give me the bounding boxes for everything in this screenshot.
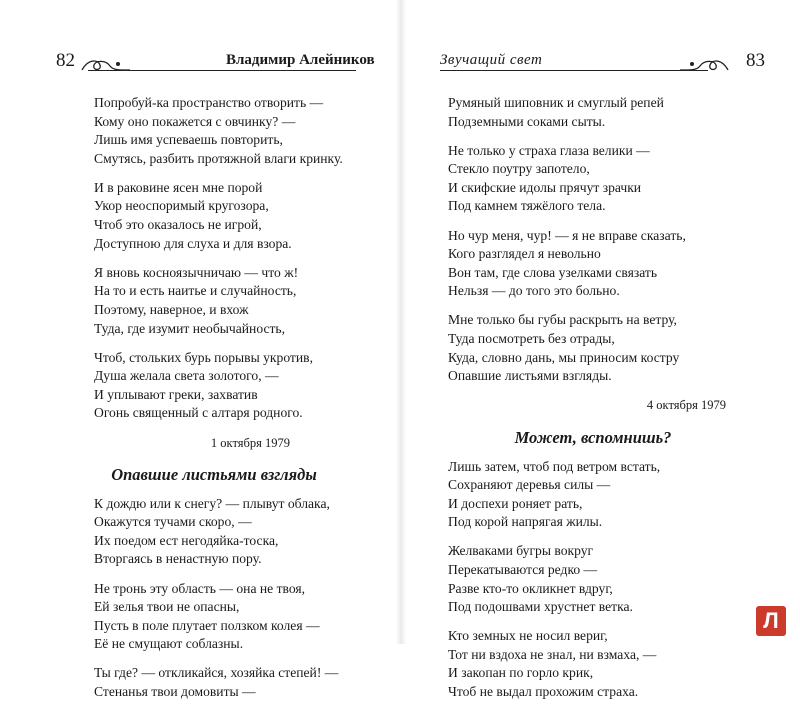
stanza xyxy=(94,264,364,338)
verse-line: Разве кто-то окликнет вдруг, xyxy=(448,580,613,596)
header-rule-right xyxy=(440,70,708,71)
stanza xyxy=(94,495,364,569)
verse-line: Чтоб не выдал прохожим страха. xyxy=(448,684,639,700)
poem-continued-right xyxy=(448,94,748,386)
stanza xyxy=(94,349,364,423)
verse-line: Вон там, где слова узелками связать xyxy=(448,264,658,280)
verse-line: Попробуй-ка пространство отворить — xyxy=(94,95,324,110)
poem-continued xyxy=(94,94,364,423)
stanza xyxy=(94,580,364,654)
verse-line: Поэтому, наверное, и вхож xyxy=(94,301,249,317)
verse-line: И уплывают греки, захватив xyxy=(94,386,258,402)
poem-body-right xyxy=(448,458,748,702)
verse-line: Стенанья твои домовиты — xyxy=(94,684,256,700)
verse-line: Ей зелья твои не опасны, xyxy=(94,599,240,615)
verse-line: Желваками бугры вокруг xyxy=(448,543,594,559)
verse-line: Ты где? — откликайся, хозяйка степей! — xyxy=(94,665,339,681)
verse-line: Тот ни вздоха не знал, ни взмаха, — xyxy=(448,646,657,662)
verse-line: Кто земных не носил вериг, xyxy=(448,628,608,644)
left-page-text xyxy=(94,94,364,712)
verse-line: Сохраняют деревья силы — xyxy=(448,477,611,493)
stanza xyxy=(448,627,748,701)
poem-date-right: 4 октября 1979 xyxy=(646,398,726,413)
running-head-author: Владимир Алейников xyxy=(226,52,375,68)
publisher-logo: Л xyxy=(756,606,786,636)
right-page-text xyxy=(448,94,748,712)
verse-line: Туда посмотреть без отрады, xyxy=(448,331,615,347)
flourish-ornament-right xyxy=(678,57,730,73)
stanza xyxy=(448,542,748,616)
verse-line: И скифские идолы прячут зрачки xyxy=(448,179,642,195)
verse-line: Нельзя — до того это больно. xyxy=(448,283,620,299)
verse-line: Её не смущают соблазны. xyxy=(94,636,244,652)
verse-line: Смутясь, разбить протяжной влаги кринку. xyxy=(94,150,343,166)
stanza xyxy=(94,664,364,701)
page-number-left: 82 xyxy=(56,50,75,71)
verse-line: К дождю или к снегу? — плывут облака, xyxy=(94,495,330,511)
verse-line: Подземными соками сыты. xyxy=(448,113,606,129)
verse-line: Опавшие листьями взгляды. xyxy=(448,368,612,384)
running-head-title: Звучащий свет xyxy=(440,52,543,68)
verse-line: Стекло поутру запотело, xyxy=(448,161,590,177)
right-page xyxy=(400,0,800,700)
verse-line: Румяный шиповник и смуглый репей xyxy=(448,95,664,110)
verse-line: Лишь затем, чтоб под ветром встать, xyxy=(448,458,661,474)
verse-line: Перекатываются редко — xyxy=(448,561,598,577)
verse-line: Я вновь косноязычничаю — что ж! xyxy=(94,264,299,280)
verse-line: Не только у страха глаза велики — xyxy=(448,142,650,158)
verse-line: Под корой напрягая жилы. xyxy=(448,514,603,530)
stanza xyxy=(94,179,364,253)
verse-line: Вторгаясь в ненастную пору. xyxy=(94,551,262,567)
verse-line: Не тронь эту область — она не твоя, xyxy=(94,580,306,596)
poem-date-left: 1 октября 1979 xyxy=(210,435,290,450)
verse-line: Огонь священный с алтаря родного. xyxy=(94,405,303,421)
left-page xyxy=(0,0,400,700)
verse-line: Куда, словно дань, мы приносим костру xyxy=(448,349,680,365)
stanza xyxy=(448,458,748,532)
verse-line: И в раковине ясен мне порой xyxy=(94,179,263,195)
verse-line: Туда, где изумит необычайность, xyxy=(94,320,286,336)
header-rule-left xyxy=(88,70,356,71)
verse-line: Мне только бы губы раскрыть на ветру, xyxy=(448,312,677,328)
verse-line: Но чур меня, чур! — я не вправе сказать, xyxy=(448,227,686,243)
verse-line: И доспехи роняет рать, xyxy=(448,495,583,511)
verse-line: Под камнем тяжёлого тела. xyxy=(448,198,606,214)
verse-line: Чтоб это оказалось не игрой, xyxy=(94,217,262,233)
verse-line: Укор неоспоримый кругозора, xyxy=(94,198,269,214)
verse-line: Чтоб, стольких бурь порывы укротив, xyxy=(94,349,313,365)
verse-line: Кого разглядел я невольно xyxy=(448,246,601,262)
poem-body-left xyxy=(94,495,364,702)
stanza xyxy=(448,142,748,216)
verse-line: Под подошвами хрустнет ветка. xyxy=(448,599,633,615)
poem-title-right: Может, вспомнишь? xyxy=(514,427,672,447)
stanza xyxy=(448,311,748,385)
stanza xyxy=(448,94,748,131)
verse-line: Кому оно покажется с овчинку? — xyxy=(94,113,296,129)
stanza xyxy=(94,94,364,168)
verse-line: И закопан по горло крик, xyxy=(448,665,594,681)
verse-line: На то и есть наитье и случайность, xyxy=(94,283,297,299)
verse-line: Пусть в поле плутает ползком колея — xyxy=(94,617,320,633)
verse-line: Окажутся тучами скоро, — xyxy=(94,514,252,530)
verse-line: Доступною для слуха и для взора. xyxy=(94,235,292,251)
poem-title-left: Опавшие листьями взгляды xyxy=(111,465,317,485)
verse-line: Душа желала света золотого, — xyxy=(94,368,279,384)
verse-line: Лишь имя успеваешь повторить, xyxy=(94,132,283,148)
page-number-right: 83 xyxy=(746,50,765,71)
verse-line: Их поедом ест негодяйка-тоска, xyxy=(94,532,279,548)
stanza xyxy=(448,227,748,301)
